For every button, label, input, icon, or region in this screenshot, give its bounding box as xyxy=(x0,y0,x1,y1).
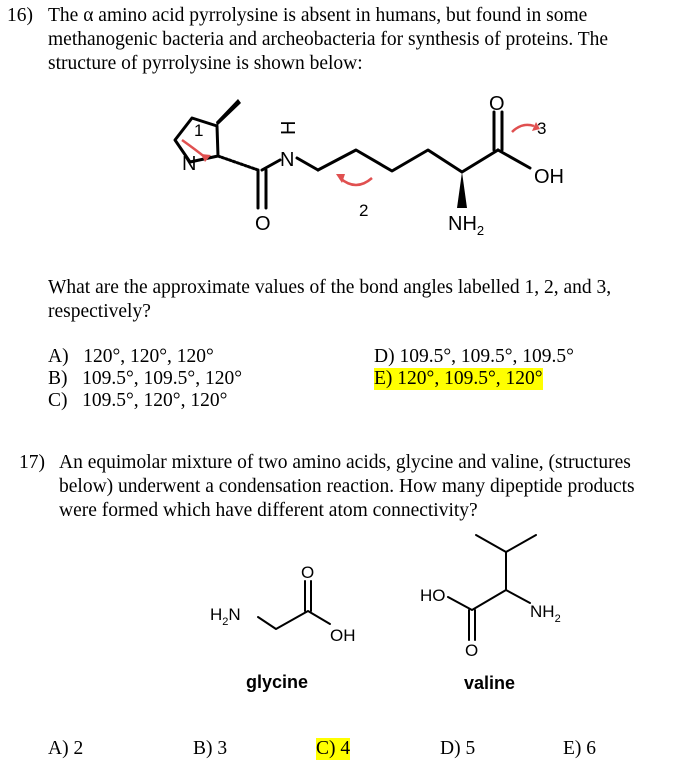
q16-question-line: What are the approximate values of the bond angles labelled 1, 2, and 3, xyxy=(48,277,612,298)
q16-stem-line: methanogenic bacteria and archeobacteria for synthesis of proteins. The xyxy=(48,29,609,50)
q17-stem-line: below) underwent a condensation reaction. How many dipeptide products xyxy=(59,476,635,497)
hydroxyl-label: OH xyxy=(534,166,564,188)
valine-oxygen-label: O xyxy=(465,641,479,660)
amine-label: $NH_2$ xyxy=(448,213,485,238)
q17-stem-line: were formed which have different atom connectivity? xyxy=(59,500,478,521)
angle-label-2: 2 xyxy=(359,201,369,220)
q16-option-c[interactable]: C) 109.5°, 120°, 120° xyxy=(48,390,228,411)
q16-option-b[interactable]: B) 109.5°, 109.5°, 120° xyxy=(48,368,243,389)
angle-label-3: 3 xyxy=(537,119,547,138)
q17-option-a[interactable]: A) 2 xyxy=(48,738,84,759)
q16-option-a[interactable]: A) 120°, 120°, 120° xyxy=(48,346,214,367)
glycine-oxygen-label: O xyxy=(301,563,315,582)
valine-amine-label: $NH_2$ xyxy=(530,602,561,625)
ring-nitrogen-label: N xyxy=(182,153,197,175)
valine-name: valine xyxy=(464,673,516,693)
angle-label-1: 1 xyxy=(194,121,204,140)
q16-stem-line: The α amino acid pyrrolysine is absent in humans, but found in some xyxy=(48,5,588,26)
valine-hydroxyl-label: HO xyxy=(420,586,446,605)
q17-option-e[interactable]: E) 6 xyxy=(563,738,597,759)
amide-h-label: H xyxy=(278,120,300,135)
amide-n-label: N xyxy=(280,149,295,171)
q17-option-d[interactable]: D) 5 xyxy=(440,738,476,759)
glycine-amine-label: $H_2N$ xyxy=(210,605,241,628)
q16-stem-line: structure of pyrrolysine is shown below: xyxy=(48,53,363,74)
amide-oxygen-label: O xyxy=(255,213,271,235)
q17-option-b[interactable]: B) 3 xyxy=(193,738,228,759)
q17-number: 17) xyxy=(19,452,45,473)
glycine-hydroxyl-label: OH xyxy=(330,626,356,645)
acid-oxygen-label: O xyxy=(489,93,505,115)
q17-stem-line: An equimolar mixture of two amino acids, glycine and valine, (structures xyxy=(59,452,631,473)
glycine-name: glycine xyxy=(246,672,309,692)
q16-option-d[interactable]: D) 109.5°, 109.5°, 109.5° xyxy=(374,346,574,367)
q16-question-line: respectively? xyxy=(48,301,151,322)
q17-option-c-highlighted[interactable]: C) 4 xyxy=(316,738,351,759)
q16-option-e-highlighted[interactable]: E) 120°, 109.5°, 120° xyxy=(374,368,543,389)
q16-number: 16) xyxy=(7,5,33,26)
